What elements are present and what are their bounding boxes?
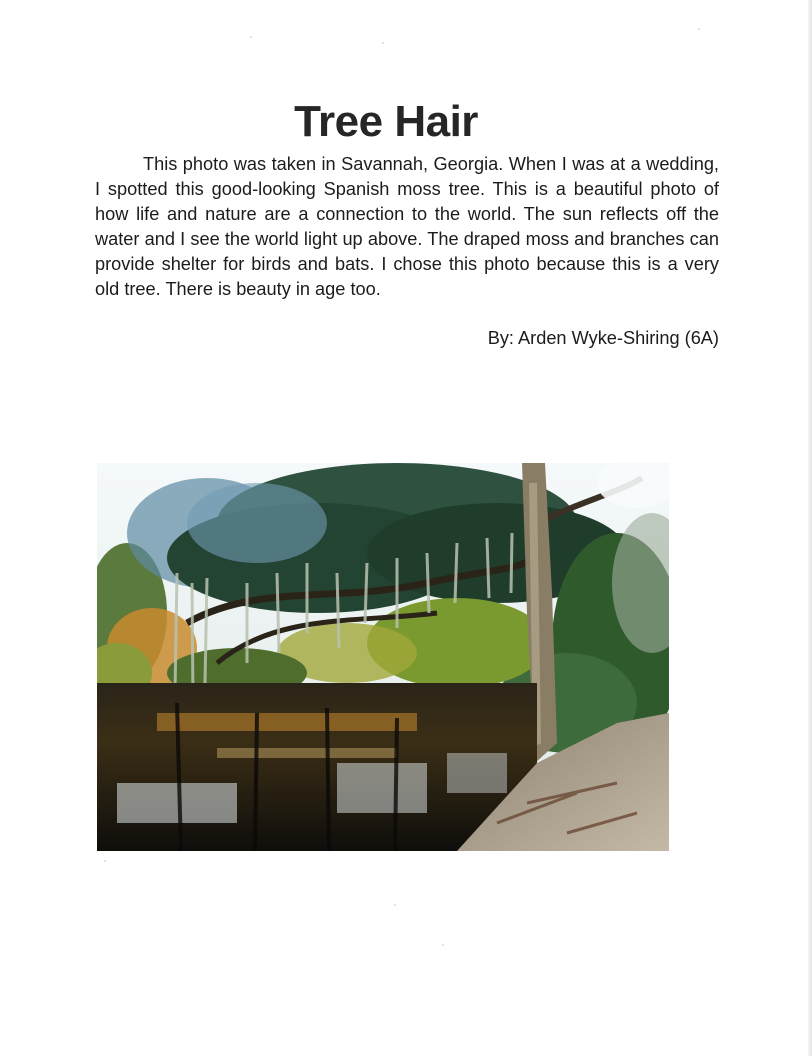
tree-photo <box>97 463 669 851</box>
scan-speck <box>382 42 384 44</box>
author-byline: By: Arden Wyke-Shiring (6A) <box>487 328 719 348</box>
scan-speck <box>104 860 106 862</box>
document-paragraph: This photo was taken in Savannah, Georgia. When I was at a wedding, I spotted this good-looking Spanish moss tree. This is a beautiful photo of how life and nature are a connection to the world. The sun reflects off the water and I see the world light up above. The draped moss and branches can provide shelter for birds and bats. I chose this photo because this is a very old tree. There is beauty in age too. <box>95 154 719 299</box>
scan-speck <box>394 904 396 906</box>
scan-speck <box>442 944 444 946</box>
scan-speck <box>698 28 700 30</box>
page-edge-shadow <box>808 0 812 1056</box>
document-title: Tree Hair <box>294 97 478 146</box>
scan-speck <box>250 36 252 38</box>
tree-photo-illustration <box>97 463 669 851</box>
